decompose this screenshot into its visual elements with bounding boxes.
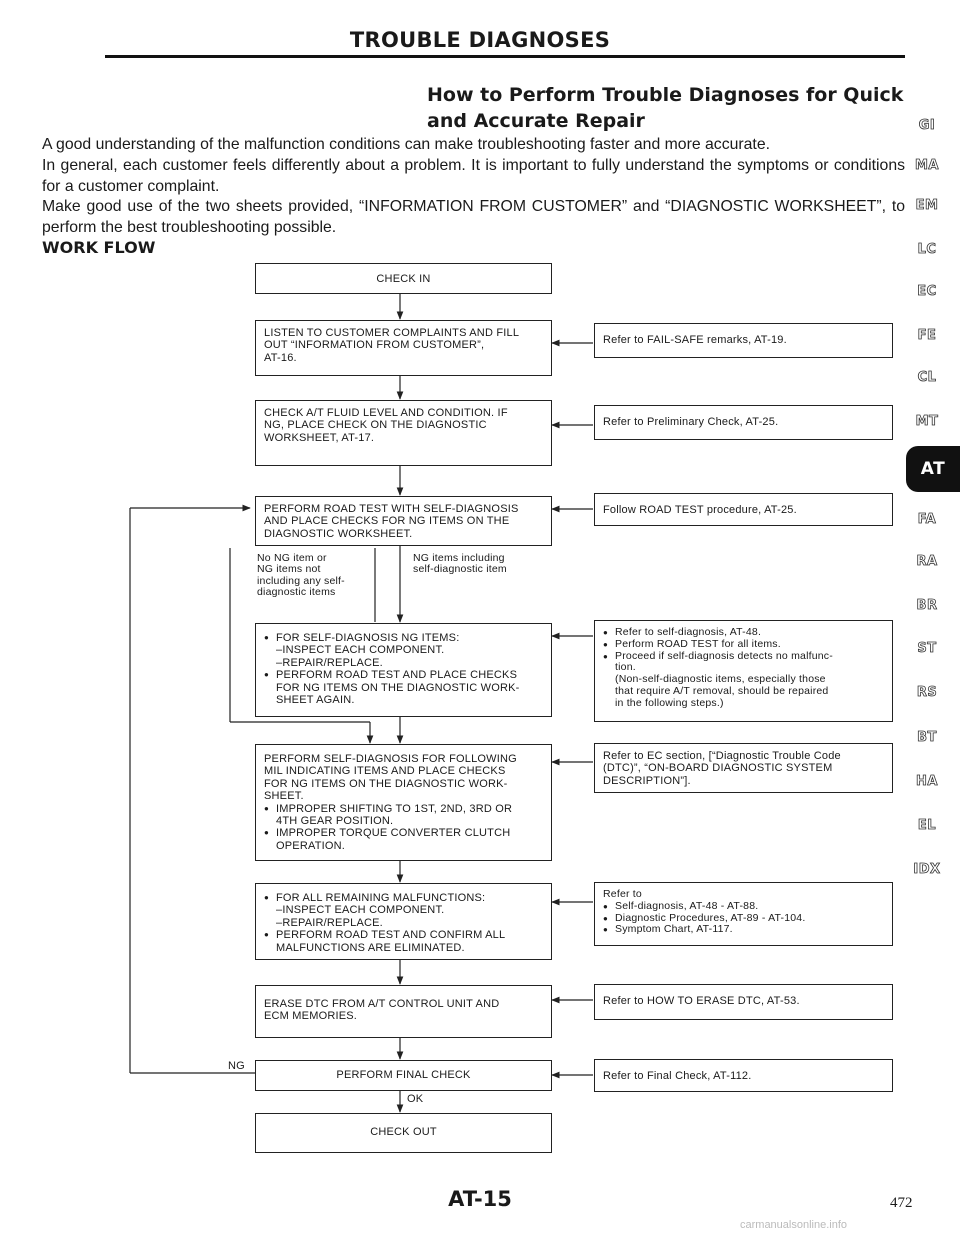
bullet-line: –REPAIR/REPLACE. [276, 656, 383, 669]
workflow-heading: WORK FLOW [42, 238, 156, 257]
watermark: carmanualsonline.info [740, 1219, 848, 1231]
ref-preliminary-check: Refer to Preliminary Check, AT-25. [594, 405, 893, 440]
branch-ng-including-line: self-diagnostic item [413, 563, 507, 576]
bullet-item: ● Refer to self-diagnosis, AT-48. [603, 627, 884, 639]
step-fluid-check [255, 400, 552, 466]
index-tab-at-active[interactable]: AT [906, 446, 960, 492]
bullet-line: ● IMPROPER SHIFTING TO 1ST, 2ND, 3RD OR [276, 802, 513, 815]
intro-paragraph: In general, each customer feels differently about a problem. It is important to fully understand the symptoms or conditions for a customer complaint. [42, 156, 905, 195]
index-tab-fa[interactable]: FA [917, 512, 937, 527]
index-tab-lc[interactable]: LC [917, 242, 937, 257]
bullet-line: –INSPECT EACH COMPONENT. [276, 904, 445, 917]
step-road-test [255, 496, 552, 546]
ok-label: OK [407, 1093, 424, 1105]
branch-no-ng-label [257, 553, 345, 599]
bullet-item [264, 929, 543, 954]
bullet-item [264, 669, 543, 706]
step-remaining-malfunctions [255, 883, 552, 960]
bullet-line: ● IMPROPER TORQUE CONVERTER CLUTCH [276, 827, 511, 840]
step-final-check: PERFORM FINAL CHECK [255, 1060, 552, 1091]
ref-ec-section [594, 743, 893, 793]
index-tab-el[interactable]: EL [917, 818, 937, 833]
index-tab-ra[interactable]: RA [916, 554, 938, 569]
bullet-item [603, 651, 884, 675]
note-line: (Non-self-diagnostic items, especially those [615, 673, 826, 686]
bullet-item: ● Diagnostic Procedures, AT-89 - AT-104. [603, 913, 884, 925]
bullet-line: FOR NG ITEMS ON THE DIAGNOSTIC WORK- [276, 681, 520, 694]
step-road-test-line: DIAGNOSTIC WORKSHEET. [264, 527, 413, 540]
intro-paragraph: Make good use of the two sheets provided, “INFORMATION FROM CUSTOMER” and “DIAGNOSTIC WORKSHEET”, to perform the best troubleshooting possible. [42, 198, 905, 237]
ng-label: NG [228, 1060, 245, 1072]
bullet-line: MALFUNCTIONS ARE ELIMINATED. [276, 941, 465, 954]
bullet-line: ● FOR ALL REMAINING MALFUNCTIONS: [276, 892, 486, 904]
bullet-item [264, 892, 543, 929]
step-road-test-line: PERFORM ROAD TEST WITH SELF-DIAGNOSIS [264, 503, 519, 515]
text-line: Refer to EC section, [“Diagnostic Trouble Code [603, 750, 841, 762]
page-code: AT-15 [448, 1187, 512, 1211]
branch-ng-including-label [413, 553, 507, 576]
step-road-test-line: AND PLACE CHECKS FOR NG ITEMS ON THE [264, 515, 510, 528]
bullet-line: ● PERFORM ROAD TEST AND CONFIRM ALL [276, 929, 506, 942]
step-check-out: CHECK OUT [255, 1113, 552, 1153]
branch-no-ng-line: No NG item or [257, 552, 327, 564]
index-tab-idx[interactable]: IDX [913, 862, 941, 877]
text-line: DESCRIPTION”]. [603, 774, 691, 787]
index-tab-ha[interactable]: HA [916, 774, 938, 789]
step-fluid-line: CHECK A/T FLUID LEVEL AND CONDITION. IF [264, 407, 508, 419]
branch-no-ng-line: including any self- [257, 574, 345, 587]
step-check-in: CHECK IN [255, 263, 552, 294]
bullet-item: ● Symptom Chart, AT-117. [603, 924, 884, 936]
text-line: Refer to [603, 888, 642, 900]
bullet-line: ● FOR SELF-DIAGNOSIS NG ITEMS: [276, 632, 460, 644]
text-line: (DTC)”, “ON-BOARD DIAGNOSTIC SYSTEM [603, 762, 833, 775]
step-self-diagnosis-ng [255, 623, 552, 717]
index-tab-st[interactable]: ST [917, 641, 937, 656]
index-tab-rs[interactable]: RS [916, 685, 938, 700]
index-tab-fe[interactable]: FE [917, 328, 937, 343]
ref-remaining-procedures [594, 882, 893, 946]
bullet-line: –REPAIR/REPLACE. [276, 916, 383, 929]
index-tab-cl[interactable]: CL [917, 370, 937, 385]
bullet-item: ● Self-diagnosis, AT-48 - AT-88. [603, 901, 884, 913]
index-tab-gi[interactable]: GI [918, 118, 936, 133]
section-title-line-2: and Accurate Repair [427, 110, 645, 132]
bullet-item [264, 632, 543, 669]
bullet-item [264, 803, 543, 828]
ref-final-check: Refer to Final Check, AT-112. [594, 1059, 893, 1092]
bullet-item [264, 827, 543, 852]
note-line: that require A/T removal, should be repaired [615, 684, 829, 697]
step-listen-line: LISTEN TO CUSTOMER COMPLAINTS AND FILL [264, 327, 520, 339]
branch-ng-including-line: NG items including [413, 552, 505, 564]
note-line: in the following steps.) [615, 696, 724, 709]
bullet-line: –INSPECT EACH COMPONENT. [276, 644, 445, 657]
index-tab-ec[interactable]: EC [917, 284, 937, 299]
step-listen [255, 320, 552, 376]
step-fluid-line: NG, PLACE CHECK ON THE DIAGNOSTIC [264, 419, 487, 432]
index-tab-bt[interactable]: BT [917, 730, 937, 745]
bullet-line: ● PERFORM ROAD TEST AND PLACE CHECKS [276, 669, 518, 682]
ref-self-diagnosis [594, 620, 893, 722]
bullet-line: OPERATION. [276, 839, 346, 852]
bullet-item: ● Perform ROAD TEST for all items. [603, 639, 884, 651]
index-tab-em[interactable]: EM [915, 198, 939, 213]
branch-no-ng-line: NG items not [257, 563, 321, 576]
bullet-line: 4TH GEAR POSITION. [276, 815, 394, 828]
ref-road-test: Follow ROAD TEST procedure, AT-25. [594, 493, 893, 526]
text-line: PERFORM SELF-DIAGNOSIS FOR FOLLOWING [264, 753, 517, 765]
text-line: ERASE DTC FROM A/T CONTROL UNIT AND [264, 998, 500, 1010]
text-line: FOR NG ITEMS ON THE DIAGNOSTIC WORK- [264, 777, 508, 790]
page-header: TROUBLE DIAGNOSES [349, 28, 611, 52]
bullet-line: tion. [615, 661, 636, 674]
step-listen-line: AT-16. [264, 351, 297, 364]
section-title-line-1: How to Perform Trouble Diagnoses for Quick [427, 84, 904, 106]
bullet-line: SHEET AGAIN. [276, 694, 355, 707]
step-fluid-line: WORKSHEET, AT-17. [264, 431, 375, 444]
bullet-line: ● Proceed if self-diagnosis detects no malfunc- [615, 649, 833, 662]
branch-no-ng-line: diagnostic items [257, 586, 336, 599]
step-erase-dtc [255, 985, 552, 1038]
text-line: MIL INDICATING ITEMS AND PLACE CHECKS [264, 765, 506, 778]
text-line: ECM MEMORIES. [264, 1010, 358, 1023]
index-tab-br[interactable]: BR [916, 598, 938, 613]
note-item [603, 674, 884, 709]
text-line: SHEET. [264, 790, 304, 803]
step-mil-self-diagnosis [255, 744, 552, 861]
ref-failsafe: Refer to FAIL-SAFE remarks, AT-19. [594, 323, 893, 358]
ref-erase-dtc: Refer to HOW TO ERASE DTC, AT-53. [594, 984, 893, 1020]
intro-paragraph: A good understanding of the malfunction conditions can make troubleshooting faster and more accurate. [42, 136, 770, 153]
step-listen-line: OUT “INFORMATION FROM CUSTOMER”, [264, 339, 485, 352]
index-tab-mt[interactable]: MT [915, 414, 939, 429]
index-tab-ma[interactable]: MA [915, 158, 939, 173]
print-page-number: 472 [890, 1195, 913, 1211]
